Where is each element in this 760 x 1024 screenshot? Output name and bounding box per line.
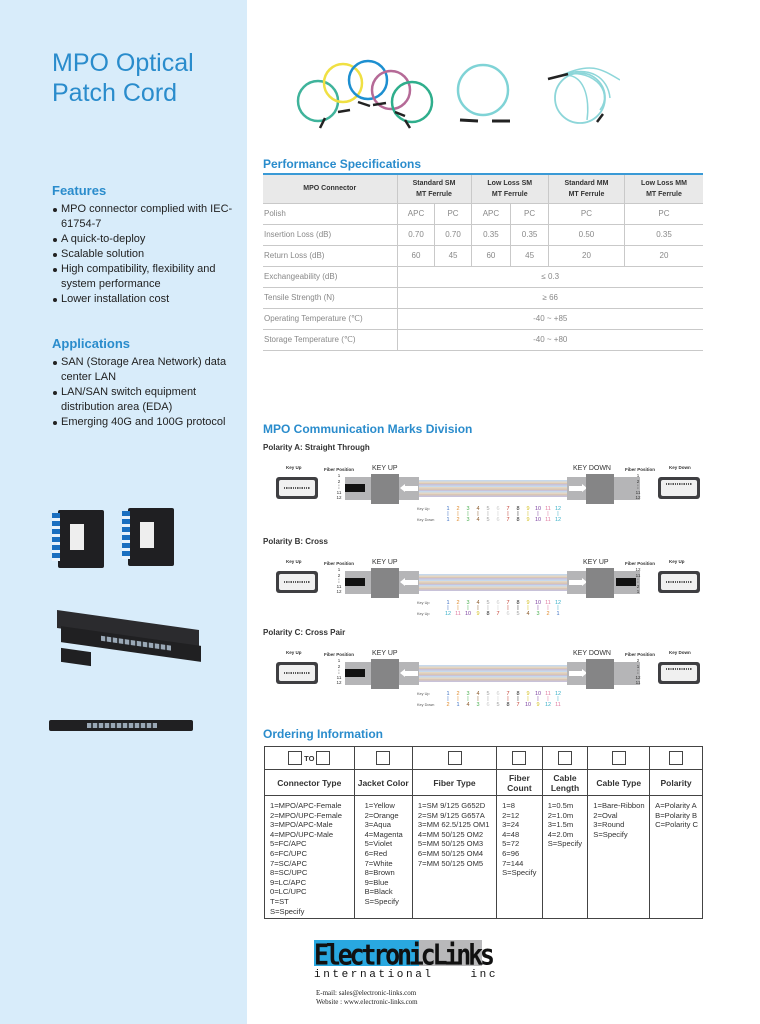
fiber-number: 9 <box>526 691 530 697</box>
spec-value: -40 ~ +80 <box>397 329 703 350</box>
marks-heading: MPO Communication Marks Division <box>263 422 473 436</box>
fiber-number: 1 <box>446 517 450 523</box>
connector-code-cell <box>265 747 355 770</box>
right-connector-body <box>586 659 614 689</box>
option-item: S=Specify <box>364 896 399 906</box>
fiber-number: 5 <box>486 600 490 606</box>
option-item: 1=0.5m <box>547 801 574 810</box>
fiber-position-label: Fiber Position <box>324 652 355 657</box>
polarity-title: Polarity C: Cross Pair <box>263 628 346 637</box>
spec-row <box>263 287 703 308</box>
option-item: 3=Round <box>593 820 625 830</box>
title-line-1: MPO Optical <box>52 49 194 77</box>
option-item: 7=144 <box>502 858 524 868</box>
option-item: 2=1.0m <box>547 810 574 820</box>
fiber-number: 6 <box>496 506 500 512</box>
mapping-row-bottom: Key Up 12 11 10 9 8 7 6 5 4 3 2 1 <box>417 611 563 617</box>
contact-website: Website : www.electronic-links.com <box>316 998 418 1006</box>
left-body-label: KEY UP <box>372 559 398 566</box>
spec-label: Exchangeability (dB) <box>263 266 397 287</box>
right-connector-label: Key Down <box>669 465 691 470</box>
ordering-table <box>264 746 703 919</box>
feature-item: MPO connector complied with IEC-61754-7 <box>52 202 242 232</box>
mapping-row-bottom: Key Down 2 1 4 3 6 5 8 7 10 9 12 11 <box>417 702 563 708</box>
option-item: 1=SM 9/125 G652D <box>417 801 486 810</box>
option-item: 3=MM 62.5/125 OM1 <box>417 820 490 830</box>
mapping-connectors: | | | | | | | | | | | | <box>447 511 559 517</box>
fiber-number: 11 <box>555 702 561 708</box>
option-item: 2=12 <box>502 810 520 820</box>
spec-row <box>263 203 703 224</box>
performance-table <box>263 173 703 351</box>
logo-text: ElectronicLinks <box>314 938 492 972</box>
spec-header-row <box>263 174 703 203</box>
option-list <box>542 796 588 919</box>
spec-header-group: Standard SM MT Ferrule <box>397 174 471 203</box>
fiber-number: 1 <box>446 691 450 697</box>
fiber-position-label: Fiber Position <box>324 561 355 566</box>
logo-subtitle: international inc <box>314 969 499 981</box>
fiber-number: 1 <box>456 702 460 708</box>
col-polarity: Polarity <box>650 770 703 796</box>
left-fiber-positions: 1 2 ¦ 11 12 <box>336 473 342 500</box>
col-cable-length: Cable Length <box>542 770 588 796</box>
option-item: 4=MM 50/125 OM2 <box>417 829 484 839</box>
left-boot <box>345 477 371 500</box>
applications-list <box>52 355 242 430</box>
left-connector-face <box>276 477 318 499</box>
polarity-diagram <box>263 650 703 720</box>
spec-value: ≥ 66 <box>397 287 703 308</box>
spec-value: PC <box>511 203 549 224</box>
spec-row <box>263 308 703 329</box>
fiber-number: 10 <box>534 600 542 606</box>
fiber-number: 12 <box>544 702 552 708</box>
option-item: B=Polarity B <box>655 810 698 820</box>
feature-item: A quick-to-deploy <box>52 232 242 247</box>
fiber-number: 2 <box>446 702 450 708</box>
polarity-title: Polarity A: Straight Through <box>263 443 370 452</box>
fiber-number: 2 <box>456 517 460 523</box>
col-fiber-count: Fiber Count <box>497 770 543 796</box>
left-body-label: KEY UP <box>372 465 398 472</box>
right-body-label: KEY UP <box>583 559 609 566</box>
option-item: 1=8 <box>502 801 515 810</box>
fiber-number: 11 <box>545 691 551 697</box>
spec-value: APC <box>471 203 511 224</box>
fiber-number: 3 <box>466 517 470 523</box>
spec-value: 0.70 <box>435 224 471 245</box>
option-item: 9=Blue <box>364 877 389 887</box>
option-item: 2=Orange <box>364 810 399 820</box>
mapping-row-top: Key Up 1 2 3 4 5 6 7 8 9 10 11 12 <box>417 600 562 606</box>
fiber-number: 1 <box>446 600 450 606</box>
spec-value: 20 <box>624 245 703 266</box>
fiber-number: 10 <box>464 611 472 617</box>
right-fiber-positions: 12 11 ¦ 2 1 <box>635 567 641 594</box>
left-body-label: KEY UP <box>372 650 398 657</box>
option-item: 6=Red <box>364 848 388 858</box>
fiber-number: 8 <box>516 691 520 697</box>
left-connector-face <box>276 571 318 593</box>
patch-cords-image <box>290 50 620 135</box>
fiber-number: 7 <box>506 517 510 523</box>
fiber-number: 5 <box>486 691 490 697</box>
fiber-number: 12 <box>444 611 452 617</box>
fiber-number: 6 <box>496 517 500 523</box>
fiber-number: 6 <box>486 702 490 708</box>
option-item: S=Specify <box>593 829 628 839</box>
option-list <box>497 796 543 919</box>
connector-a-code-box[interactable] <box>288 751 302 765</box>
fiber-number: 4 <box>476 691 480 697</box>
features-list <box>52 202 242 307</box>
fiber-number: 12 <box>554 517 562 523</box>
left-connector-label: Key Up <box>286 465 302 470</box>
fiber-number: 4 <box>476 600 480 606</box>
left-connector-label: Key Up <box>286 650 302 655</box>
fiber-number: 3 <box>466 600 470 606</box>
fiber-number: 12 <box>554 600 562 606</box>
spec-value: 0.50 <box>548 224 624 245</box>
option-item: 1=MPO/APC-Female <box>270 801 342 810</box>
spec-value: PC <box>548 203 624 224</box>
option-item: 5=Violet <box>364 839 393 849</box>
fiber-number: 11 <box>545 600 551 606</box>
fiber-number: 11 <box>545 517 551 523</box>
left-fiber-positions: 1 2 ¦ 11 12 <box>336 567 342 594</box>
applications-heading: Applications <box>52 336 131 351</box>
option-item: 4=Magenta <box>364 829 403 839</box>
left-connector-face <box>276 662 318 684</box>
option-item: 8=SC/UPC <box>270 868 308 878</box>
ordering-options-row <box>265 796 703 919</box>
spec-value: ≤ 0.3 <box>397 266 703 287</box>
fiber-number: 12 <box>554 506 562 512</box>
fiber-number: 2 <box>456 506 460 512</box>
mapping-connectors: | | | | | | | | | | | | <box>447 605 559 611</box>
spec-label: Return Loss (dB) <box>263 245 397 266</box>
spec-value: 0.70 <box>397 224 435 245</box>
right-body-label: KEY DOWN <box>573 465 611 472</box>
option-item: 2=MPO/UPC-Female <box>270 810 342 820</box>
fiber-number: 6 <box>496 600 500 606</box>
option-item: S=Specify <box>270 906 305 916</box>
spec-header-group: Standard MM MT Ferrule <box>548 174 624 203</box>
option-item: 3=1.5m <box>547 820 574 830</box>
mapping-row-top: Key Up 1 2 3 4 5 6 7 8 9 10 11 12 <box>417 506 562 512</box>
spec-value: PC <box>435 203 471 224</box>
fiber-number: 11 <box>545 506 551 512</box>
spec-value: 0.35 <box>471 224 511 245</box>
fiber-number: 10 <box>534 691 542 697</box>
option-item: 5=MM 50/125 OM3 <box>417 839 484 849</box>
option-item: C=Polarity C <box>655 820 698 830</box>
option-item: 3=MPO/APC-Male <box>270 820 333 830</box>
spec-value: 45 <box>435 245 471 266</box>
spec-value: APC <box>397 203 435 224</box>
fiber-position-label: Fiber Position <box>324 467 355 472</box>
option-item: B=Black <box>364 887 393 897</box>
fiber-ribbon <box>419 480 567 497</box>
col-fiber-type: Fiber Type <box>412 770 496 796</box>
option-item: 3=24 <box>502 820 520 830</box>
cable-length-code-box[interactable] <box>558 751 572 765</box>
option-item: A=Polarity A <box>655 801 697 810</box>
col-cable-type: Cable Type <box>588 770 650 796</box>
option-item: 2=SM 9/125 G657A <box>417 810 485 820</box>
fiber-number: 3 <box>466 691 470 697</box>
feature-item: High compatibility, flexibility and system performance <box>52 262 242 292</box>
fiber-number: 3 <box>466 506 470 512</box>
jacket-color-code-box[interactable] <box>376 751 390 765</box>
mapping-connectors: | | | | | | | | | | | | <box>447 696 559 702</box>
fiber-number: 9 <box>536 702 540 708</box>
right-sleeve <box>567 477 587 500</box>
ordering-heading: Ordering Information <box>263 727 383 741</box>
fiber-number: 5 <box>486 506 490 512</box>
right-fiber-positions: 2 1 ¦ 12 11 <box>635 658 641 685</box>
fiber-number: 6 <box>506 611 510 617</box>
left-boot <box>345 662 371 685</box>
spec-row <box>263 329 703 350</box>
option-item: 2=Oval <box>593 810 618 820</box>
fiber-number: 10 <box>524 702 532 708</box>
fiber-number: 1 <box>556 611 560 617</box>
spec-label: Storage Temperature (℃) <box>263 329 397 350</box>
code-box-row <box>265 747 703 770</box>
polarity-diagram <box>263 465 703 535</box>
fiber-number: 4 <box>476 517 480 523</box>
left-sleeve <box>399 571 419 594</box>
right-connector-face <box>658 477 700 499</box>
to-label: TO <box>304 753 315 763</box>
fiber-number: 7 <box>516 702 520 708</box>
option-list <box>354 796 412 919</box>
spec-label: Insertion Loss (dB) <box>263 224 397 245</box>
spec-value: 0.35 <box>511 224 549 245</box>
fiber-count-code-box[interactable] <box>512 751 526 765</box>
page-title <box>52 48 194 108</box>
right-connector-body <box>586 474 614 504</box>
features-heading: Features <box>52 183 107 198</box>
ordering-header-row <box>265 770 703 796</box>
performance-heading: Performance Specifications <box>263 157 422 171</box>
spec-label: Tensile Strength (N) <box>263 287 397 308</box>
company-logo <box>314 938 499 981</box>
left-connector-label: Key Up <box>286 559 302 564</box>
option-item: 3=Aqua <box>364 820 391 830</box>
fiber-number: 5 <box>486 517 490 523</box>
spec-value: 20 <box>548 245 624 266</box>
option-item: 6=FC/UPC <box>270 848 307 858</box>
fiber-ribbon <box>419 665 567 682</box>
left-sleeve <box>399 477 419 500</box>
fiber-number: 10 <box>534 517 542 523</box>
fiber-type-code-box[interactable] <box>448 751 462 765</box>
application-item: LAN/SAN switch equipment distribution area (EDA) <box>52 385 242 415</box>
polarity-diagram <box>263 559 703 629</box>
fiber-number: 7 <box>496 611 500 617</box>
spec-value: 60 <box>397 245 435 266</box>
right-sleeve <box>567 662 587 685</box>
connector-b-code-box[interactable] <box>316 751 330 765</box>
left-connector-body <box>371 568 399 598</box>
option-item: 8=Brown <box>364 868 395 878</box>
col-jacket-color: Jacket Color <box>354 770 412 796</box>
fiber-position-label: Fiber Position <box>625 652 656 657</box>
spec-value: 45 <box>511 245 549 266</box>
left-sleeve <box>399 662 419 685</box>
right-connector-label: Key Up <box>669 559 685 564</box>
col-connector-type: Connector Type <box>265 770 355 796</box>
fiber-number: 2 <box>456 691 460 697</box>
fiber-position-label: Fiber Position <box>625 561 656 566</box>
spec-row <box>263 224 703 245</box>
fiber-number: 7 <box>506 506 510 512</box>
mapping-row-top: Key Up 1 2 3 4 5 6 7 8 9 10 11 12 <box>417 691 562 697</box>
option-item: S=Specify <box>547 839 583 849</box>
spec-header-group: Low Loss MM MT Ferrule <box>624 174 703 203</box>
option-item: 4=2.0m <box>547 829 574 839</box>
fiber-number: 2 <box>456 600 460 606</box>
fiber-number: 7 <box>506 600 510 606</box>
option-item: 0=LC/UPC <box>270 887 307 897</box>
fiber-number: 5 <box>516 611 520 617</box>
fiber-number: 8 <box>516 506 520 512</box>
title-line-2: Patch Cord <box>52 79 178 107</box>
fiber-number: 9 <box>526 517 530 523</box>
fiber-number: 11 <box>455 611 461 617</box>
spec-value: 60 <box>471 245 511 266</box>
polarity-title: Polarity B: Cross <box>263 537 328 546</box>
polarity-code-box[interactable] <box>669 751 683 765</box>
option-item: 9=LC/APC <box>270 877 307 887</box>
fiber-number: 8 <box>516 600 520 606</box>
rack-front-image <box>49 718 193 732</box>
option-item: 7=MM 50/125 OM5 <box>417 858 484 868</box>
fiber-number: 9 <box>526 506 530 512</box>
left-boot <box>345 571 371 594</box>
fiber-number: 8 <box>506 702 510 708</box>
feature-item: Scalable solution <box>52 247 242 262</box>
fiber-number: 2 <box>546 611 550 617</box>
spec-row <box>263 266 703 287</box>
right-connector-face <box>658 571 700 593</box>
fiber-number: 4 <box>526 611 530 617</box>
fiber-number: 6 <box>496 691 500 697</box>
sidebar <box>0 0 247 1024</box>
option-item: 7=White <box>364 858 393 868</box>
option-item: 7=SC/APC <box>270 858 307 868</box>
contact-email: E-mail: sales@electronic-links.com <box>316 989 417 997</box>
option-item: 1=Yellow <box>364 801 395 810</box>
fiber-number: 8 <box>486 611 490 617</box>
fiber-number: 9 <box>476 611 480 617</box>
right-fiber-positions: 1 2 ¦ 11 12 <box>635 473 641 500</box>
application-item: SAN (Storage Area Network) data center LAN <box>52 355 242 385</box>
fiber-number: 12 <box>554 691 562 697</box>
option-item: 6=96 <box>502 848 520 858</box>
option-item: S=Specify <box>502 868 537 878</box>
option-item: 4=MPO/UPC-Male <box>270 829 334 839</box>
right-connector-face <box>658 662 700 684</box>
right-connector-label: Key Down <box>669 650 691 655</box>
right-connector-body <box>586 568 614 598</box>
fiber-number: 1 <box>446 506 450 512</box>
left-connector-body <box>371 659 399 689</box>
option-list <box>265 796 355 919</box>
fiber-position-label: Fiber Position <box>625 467 656 472</box>
mapping-row-bottom: Key Down 1 2 3 4 5 6 7 8 9 10 11 12 <box>417 517 562 523</box>
option-item: 1=Bare-Ribbon <box>593 801 645 810</box>
spec-value: -40 ~ +85 <box>397 308 703 329</box>
fiber-number: 9 <box>526 600 530 606</box>
spec-header-group: Low Loss SM MT Ferrule <box>471 174 548 203</box>
option-list <box>588 796 650 919</box>
fiber-number: 4 <box>476 506 480 512</box>
fiber-number: 7 <box>506 691 510 697</box>
option-list <box>650 796 703 919</box>
rack-panel-image <box>55 618 205 670</box>
left-connector-body <box>371 474 399 504</box>
spec-label: Operating Temperature (℃) <box>263 308 397 329</box>
spec-value: 0.35 <box>624 224 703 245</box>
fiber-ribbon <box>419 574 567 591</box>
option-item: T=ST <box>270 896 289 906</box>
right-sleeve <box>567 571 587 594</box>
option-item: 6=MM 50/125 OM4 <box>417 848 484 858</box>
application-item: Emerging 40G and 100G protocol <box>52 415 242 430</box>
fiber-number: 5 <box>496 702 500 708</box>
right-body-label: KEY DOWN <box>573 650 611 657</box>
fiber-number: 3 <box>536 611 540 617</box>
fiber-number: 4 <box>466 702 470 708</box>
cable-type-code-box[interactable] <box>612 751 626 765</box>
spec-label: Polish <box>263 203 397 224</box>
spec-row <box>263 245 703 266</box>
option-item: 4=48 <box>502 829 520 839</box>
spec-value: PC <box>624 203 703 224</box>
spec-header-connector: MPO Connector <box>263 174 397 203</box>
option-item: 5=72 <box>502 839 520 849</box>
option-item: 5=FC/APC <box>270 839 307 849</box>
fiber-number: 3 <box>476 702 480 708</box>
left-fiber-positions: 1 2 ¦ 11 12 <box>336 658 342 685</box>
fiber-number: 10 <box>534 506 542 512</box>
feature-item: Lower installation cost <box>52 292 242 307</box>
fiber-number: 8 <box>516 517 520 523</box>
option-list <box>412 796 496 919</box>
